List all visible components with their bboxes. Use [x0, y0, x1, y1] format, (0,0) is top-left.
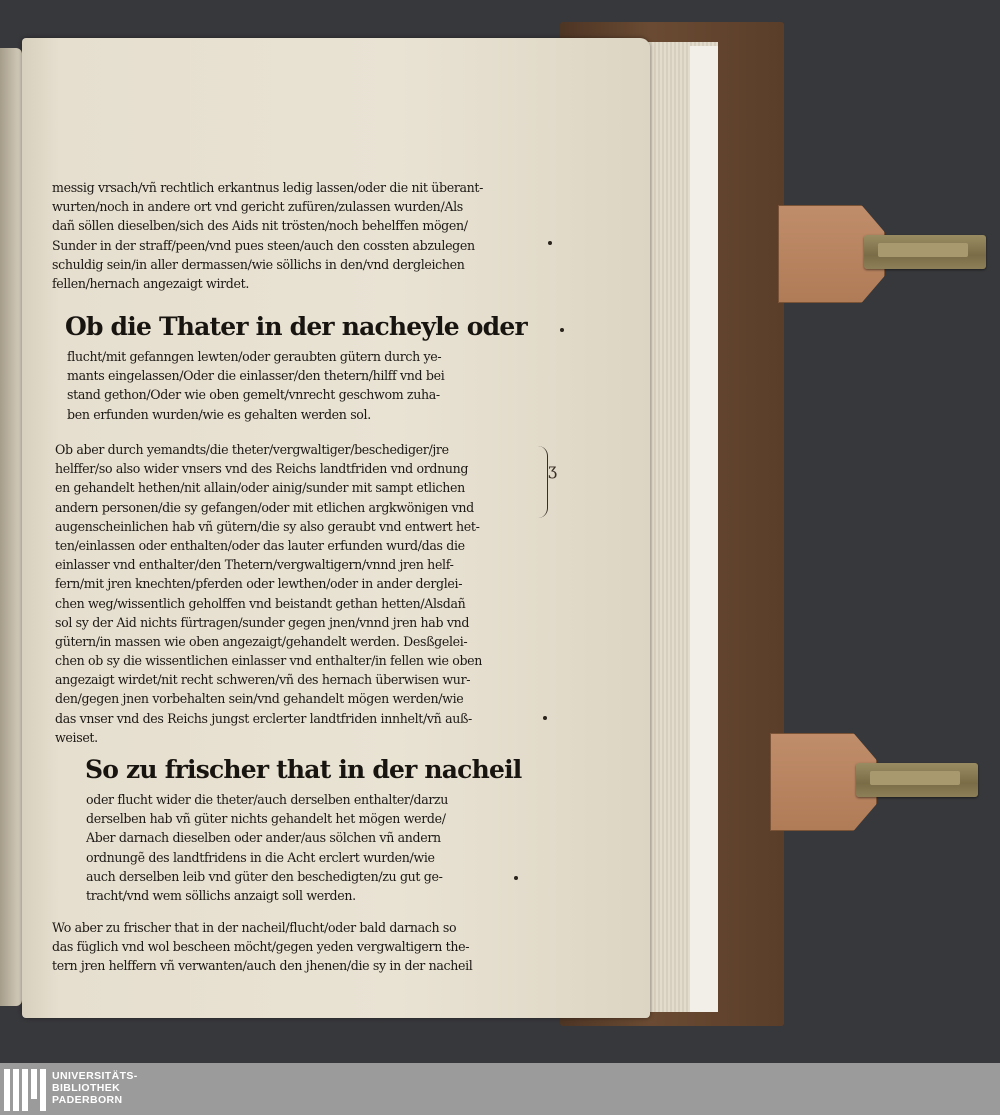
library-logo-text [52, 1070, 138, 1106]
text-line: schuldig sein/in aller dermassen/wie söllichs in den/vnd dergleichen [52, 256, 465, 272]
text-line: einlasser vnd enthalter/den Thetern/vergwaltigern/vnnd jren helf- [55, 557, 454, 573]
margin-bracket-annotation [537, 446, 548, 518]
text-line: stand gethon/Oder wie oben gemelt/vnrecht geschwom zuha- [67, 387, 440, 403]
text-line: helffer/so also wider vnsers vnd des Reichs landtfriden vnd ordnung [55, 461, 469, 477]
text-line: weiset. [55, 729, 98, 745]
text-line: fern/mit jren knechten/pferden oder lewthen/oder in ander derglei- [55, 576, 463, 592]
text-line: das füglich vnd wol bescheen möcht/gegen yeden vergwaltigern the- [52, 939, 470, 955]
text-line: das vnser vnd des Reichs jungst erclerter landtfriden innhelt/vñ auß- [55, 710, 472, 726]
text-line: Aber darnach dieselben oder ander/aus sölchen vñ andern [86, 830, 441, 846]
ink-speck [543, 716, 547, 720]
logo-line: UNIVERSITÄTS- [52, 1070, 138, 1082]
text-line: ten/einlassen oder enthalten/oder das lauter erfunden wurd/das die [55, 537, 465, 553]
text-line: tern jren helffern vñ verwanten/auch den jhenen/die sy in der nacheil [52, 958, 473, 974]
text-line: augenscheinlichen hab vñ gütern/die sy also geraubt vnd entwert het- [55, 518, 480, 534]
text-line: flucht/mit gefanngen lewten/oder geraubten gütern durch ye- [67, 349, 442, 364]
text-line: angezaigt wirdet/nit recht schweren/vñ des hernach überwisen wur- [55, 672, 471, 688]
logo-line: BIBLIOTHEK [52, 1082, 121, 1094]
text-line: mants eingelassen/Oder die einlasser/den thetern/hilff vnd bei [67, 368, 445, 384]
text-line: gütern/in massen wie oben angezaigt/gehandelt werden. Desßgelei- [55, 633, 468, 649]
ink-speck [548, 241, 552, 245]
clasp-metal-hook [864, 235, 986, 269]
text-line: andern personen/die sy gefangen/oder mit etlichen argkwönigen vnd [55, 499, 474, 515]
text-line: ben erfunden wurden/wie es gehalten werden sol. [67, 406, 371, 422]
text-line: auch derselben leib vnd güter den beschedigten/zu gut ge- [86, 868, 443, 884]
margin-mark-annotation: ʒ [548, 460, 558, 479]
text-line: Sunder in der straff/peen/vnd pues steen/auch den cossten abzulegen [52, 237, 475, 253]
text-line: den/gegen jnen vorbehalten sein/vnd gehandelt mögen werden/wie [55, 691, 464, 707]
text-line: wurten/noch in andere ort vnd gericht zufüren/zulassen wurden/Als [52, 199, 463, 215]
text-line: derselben hab vñ güter nichts gehandelt het mögen werde/ [86, 811, 446, 827]
clasp-metal-hook [856, 763, 978, 797]
text-line: chen weg/wissentlich geholffen vnd beistandt gethan hetten/Alsdañ [55, 595, 466, 611]
page-edges-light [690, 46, 718, 1012]
text-line: Wo aber zu frischer that in der nacheil/flucht/oder bald darnach so [52, 920, 457, 935]
section-heading: Ob die Thater in der nacheyle oder [65, 312, 527, 341]
section-heading: So zu frischer that in der nacheil [85, 755, 522, 784]
text-line: messig vrsach/vñ rechtlich erkantnus ledig lassen/oder die nit überant- [52, 180, 484, 195]
text-line: dañ söllen dieselben/sich des Aids nit trösten/noch behelffen mögen/ [52, 218, 468, 234]
text-line: chen ob sy die wissentlichen einlasser vnd enthalter/in fellen wie oben [55, 653, 483, 669]
text-line: Ob aber durch yemandts/die theter/vergwaltiger/beschediger/jre [55, 442, 449, 457]
text-line: oder flucht wider die theter/auch derselben enthalter/darzu [86, 792, 449, 807]
section-subtitle [67, 347, 444, 424]
text-line: en gehandelt hethen/nit allain/oder ainig/sunder mit sampt etlichen [55, 480, 465, 496]
text-line: ordnungẽ des landtfridens in die Acht erclert wurden/wie [86, 849, 435, 865]
library-logo-icon [4, 1069, 46, 1111]
text-block-final [52, 918, 472, 976]
logo-line: PADERBORN [52, 1094, 123, 1106]
section-subtitle [86, 790, 448, 905]
text-line: fellen/hernach angezaigt wirdet. [52, 275, 249, 291]
text-line: tracht/vnd wem söllichs anzaigt soll werden. [86, 887, 356, 903]
library-footer-bar [0, 1063, 1000, 1115]
left-page-edge [0, 48, 22, 1006]
text-block-intro [52, 178, 483, 293]
text-line: sol sy der Aid nichts fürtragen/sunder gegen jnen/vnnd jren hab vnd [55, 614, 470, 630]
ink-speck [514, 876, 518, 880]
ink-speck [560, 328, 564, 332]
text-block-main [55, 440, 482, 747]
